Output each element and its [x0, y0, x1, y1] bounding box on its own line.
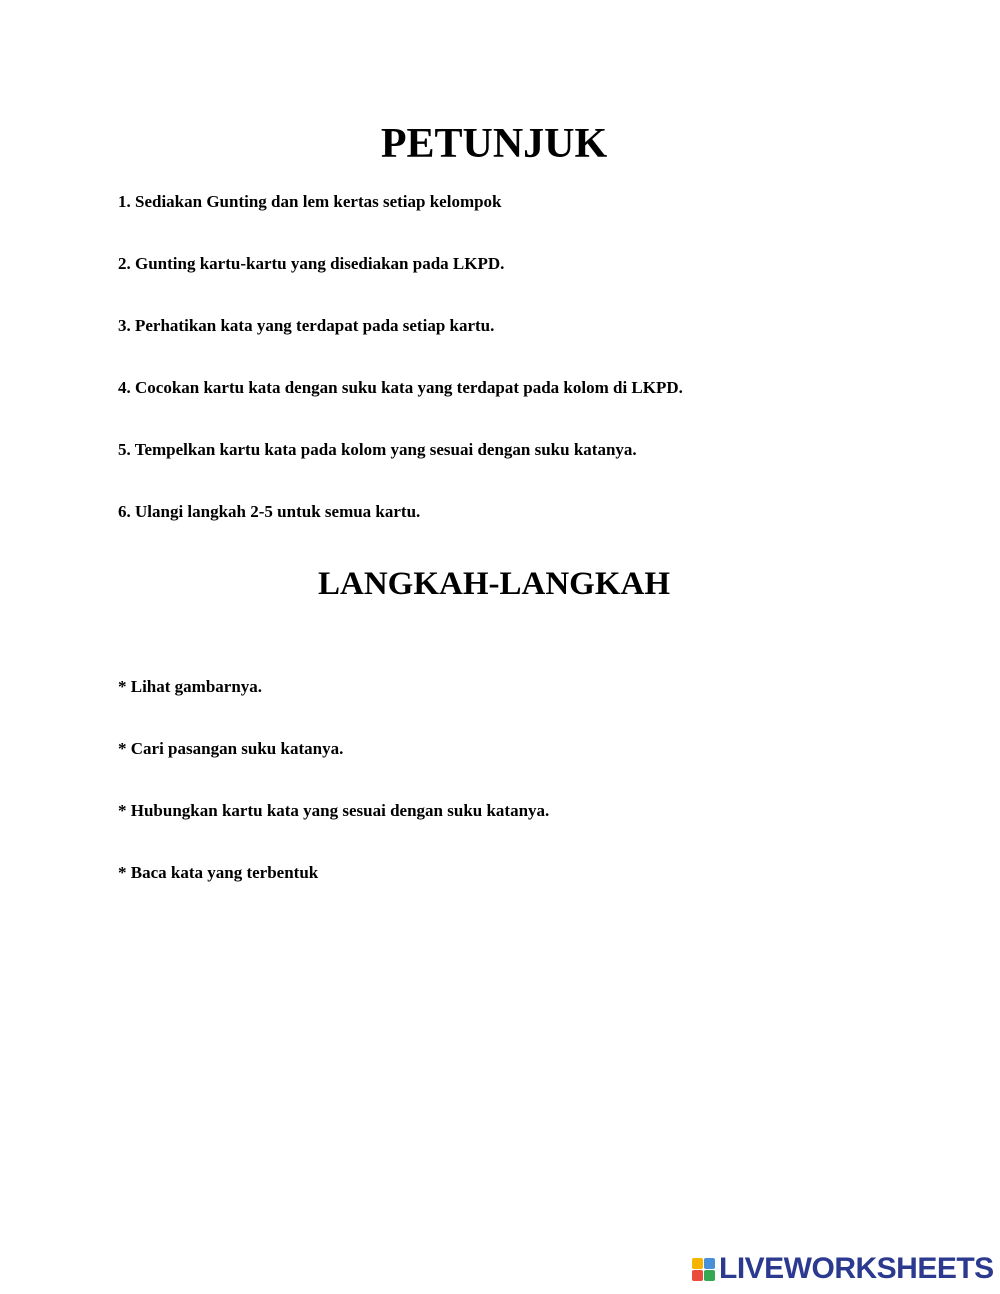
- liveworksheets-wordmark: LIVEWORKSHEETS: [719, 1252, 994, 1285]
- petunjuk-title: PETUNJUK: [380, 121, 608, 167]
- langkah-item-4: * Baca kata yang terbentuk: [118, 863, 319, 882]
- langkah-item-3: * Hubungkan kartu kata yang sesuai dengan suku katanya.: [118, 801, 550, 820]
- petunjuk-item-2: 2. Gunting kartu-kartu yang disediakan pada LKPD.: [118, 254, 505, 273]
- langkah-title: LANGKAH-LANGKAH: [317, 566, 670, 602]
- logo-mark-cell: [692, 1270, 703, 1281]
- petunjuk-item-1: 1. Sediakan Gunting dan lem kertas setiap kelompok: [118, 192, 502, 211]
- liveworksheets-mark-icon: [692, 1258, 715, 1281]
- langkah-item-2: * Cari pasangan suku katanya.: [118, 739, 344, 758]
- petunjuk-item-5: 5. Tempelkan kartu kata pada kolom yang sesuai dengan suku katanya.: [118, 440, 637, 459]
- logo-mark-cell: [692, 1258, 703, 1269]
- petunjuk-item-4: 4. Cocokan kartu kata dengan suku kata yang terdapat pada kolom di LKPD.: [118, 378, 683, 397]
- petunjuk-item-6: 6. Ulangi langkah 2-5 untuk semua kartu.: [118, 502, 421, 521]
- liveworksheets-logo: [692, 1254, 994, 1284]
- logo-mark-cell: [704, 1258, 715, 1269]
- petunjuk-item-3: 3. Perhatikan kata yang terdapat pada setiap kartu.: [118, 316, 495, 335]
- logo-mark-cell: [704, 1270, 715, 1281]
- langkah-item-1: * Lihat gambarnya.: [118, 677, 263, 696]
